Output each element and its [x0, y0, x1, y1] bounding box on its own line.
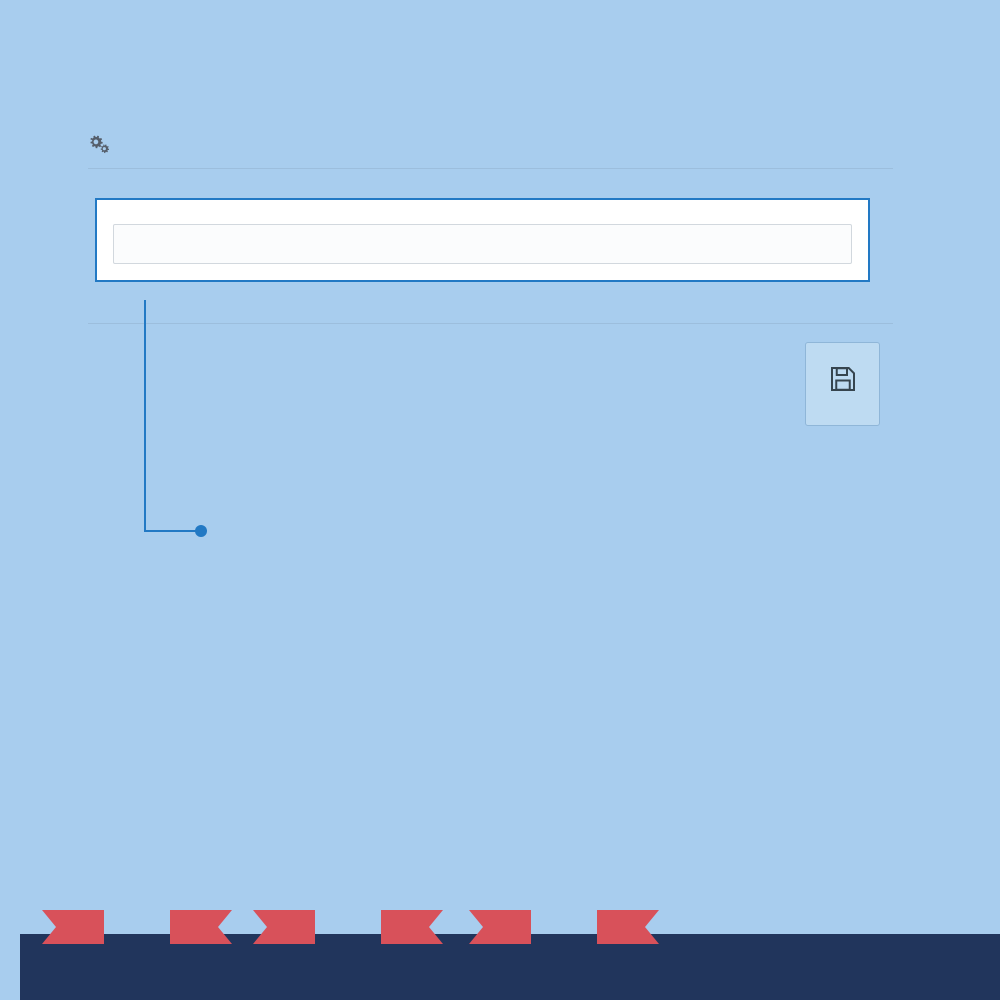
badge-disc — [504, 874, 624, 984]
card-divider — [88, 323, 893, 324]
save-button[interactable] — [805, 342, 880, 426]
badge-money-back — [42, 866, 232, 986]
floppy-disk-icon — [828, 364, 858, 399]
decorative-top-strip — [0, 0, 1000, 12]
items-per-page-input[interactable] — [113, 224, 852, 264]
back-office-panel — [10, 12, 1000, 1000]
callout-dot — [195, 525, 207, 537]
callout-connector-vertical — [144, 300, 146, 532]
badge-free-support — [469, 866, 659, 986]
callout-connector-horizontal — [144, 530, 200, 532]
items-per-page-field-block — [95, 198, 870, 282]
badge-explainer-video — [253, 866, 443, 986]
decorative-left-strip — [0, 0, 10, 1000]
badge-disc — [77, 874, 197, 984]
badge-disc — [288, 874, 408, 984]
settings-header — [88, 134, 893, 169]
badges-row — [20, 850, 1000, 1000]
gear-icon — [88, 134, 110, 154]
